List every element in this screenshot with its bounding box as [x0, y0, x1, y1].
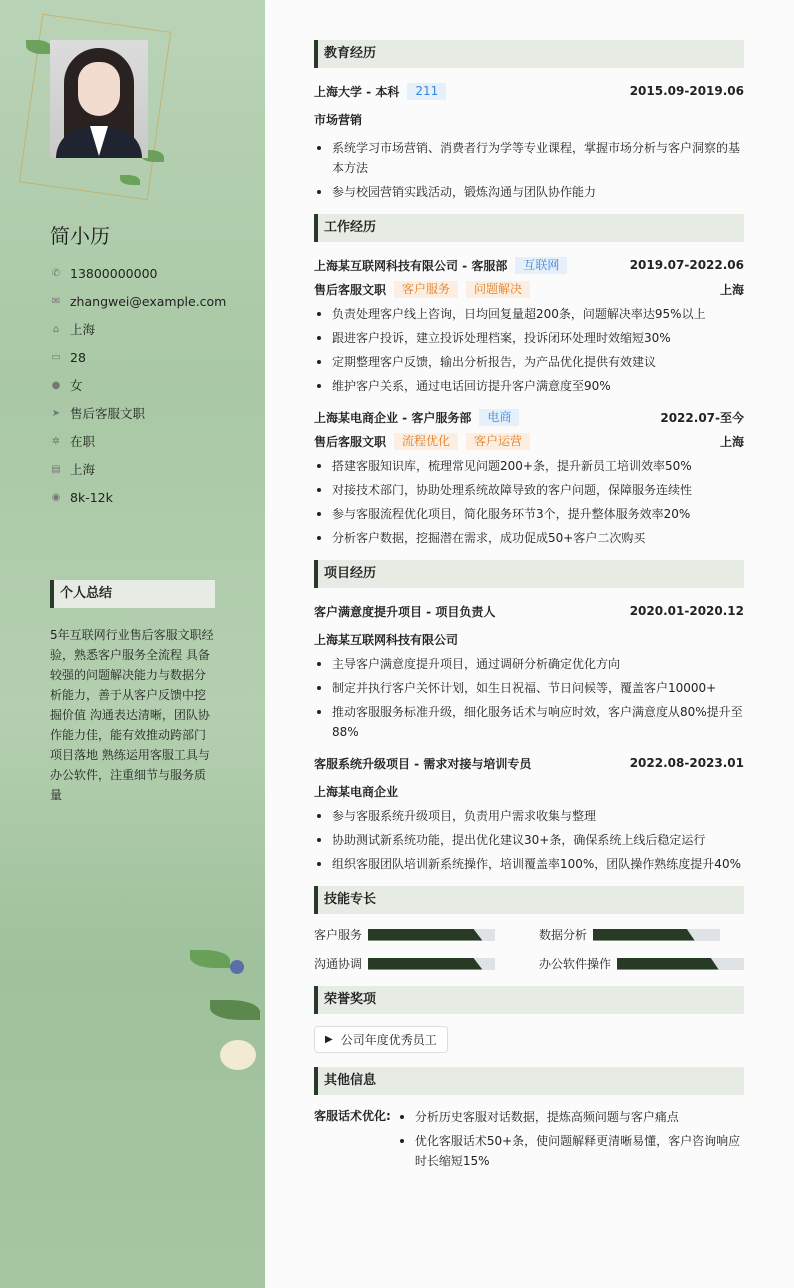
school: 上海大学 - 本科 [314, 84, 400, 99]
other-section [314, 1067, 744, 1175]
contact-text: 13800000000 [70, 265, 158, 281]
flower-decoration [180, 930, 265, 1090]
contact-text: 售后客服文职 [70, 406, 146, 421]
date: 2022.08-2023.01 [629, 756, 744, 770]
contact-info [50, 259, 226, 511]
contact-item [50, 259, 226, 287]
city-icon: ▤ [51, 463, 61, 475]
projects-section [314, 560, 744, 874]
bullet-item: 组织客服团队培训新系统操作，培训覆盖率100%，团队操作熟练度提升40% [314, 854, 744, 874]
job-header [314, 406, 744, 428]
bullet-list [314, 654, 744, 742]
company: 上海某互联网科技有限公司 - 客服部 [314, 258, 508, 273]
school-tag: 211 [407, 83, 446, 100]
bullet-item: 维护客户关系，通过电话回访提升客户满意度至90% [314, 376, 744, 396]
skill-name: 客户服务 [314, 928, 363, 942]
bullet-item: 对接技术部门，协助处理系统故障导致的客户问题，保障服务连续性 [314, 480, 744, 500]
project-header [314, 752, 744, 774]
bullet-item: 协助测试新系统功能，提出优化建议30+条，确保系统上线后稳定运行 [314, 830, 744, 850]
job-entry [314, 254, 744, 396]
organization: 上海某电商企业 [314, 784, 399, 799]
contact-item [50, 287, 226, 315]
date: 2020.01-2020.12 [629, 604, 744, 618]
skill-bar-fill [593, 929, 695, 941]
skills-section [314, 886, 744, 972]
date: 2015.09-2019.06 [629, 84, 744, 98]
avatar [50, 40, 148, 158]
project-entry [314, 600, 744, 742]
project-header [314, 600, 744, 622]
award-name: 公司年度优秀员工 [340, 1033, 437, 1047]
award-item [314, 1026, 448, 1053]
skill-bar-fill [617, 958, 719, 970]
role: 售后客服文职 [314, 282, 387, 297]
sidebar [0, 0, 265, 1288]
bullet-item: 制定并执行客户关怀计划，如生日祝福、节日问候等，覆盖客户10000+ [314, 678, 744, 698]
age-icon: ▭ [51, 351, 61, 363]
section-heading: 教育经历 [314, 40, 744, 68]
industry-tag: 互联网 [515, 257, 567, 274]
section-heading: 技能专长 [314, 886, 744, 914]
contact-item [50, 371, 226, 399]
status-icon: ✲ [51, 435, 61, 447]
bullet-item: 分析历史客服对话数据，提炼高频问题与客户痛点 [397, 1107, 744, 1127]
bullet-item: 搭建客服知识库，梳理常见问题200+条，提升新员工培训效率50% [314, 456, 744, 476]
skill-tag: 客户服务 [394, 281, 458, 298]
section-heading: 项目经历 [314, 560, 744, 588]
work-section [314, 214, 744, 548]
education-section [314, 40, 744, 202]
bullet-item: 定期整理客户反馈，输出分析报告，为产品优化提供有效建议 [314, 352, 744, 372]
skill-bar-fill [368, 929, 482, 941]
contact-text: 上海 [70, 322, 96, 337]
main-content [314, 40, 744, 1175]
leaf-decoration [26, 40, 52, 54]
bullet-item: 负责处理客户线上咨询，日均回复量超200条，问题解决率达95%以上 [314, 304, 744, 324]
section-heading: 荣誉奖项 [314, 986, 744, 1014]
company: 上海某电商企业 - 客户服务部 [314, 410, 472, 425]
job-entry [314, 406, 744, 548]
project-org [314, 780, 744, 802]
skill-item [539, 926, 744, 943]
city: 上海 [719, 282, 744, 297]
summary-text: 5年互联网行业售后客服文职经验，熟悉客户服务全流程 具备较强的问题解决能力与数据分析能力，善于从客户反馈中挖掘价值 沟通表达清晰，团队协作能力佳，能有效推动跨部门项目落地 熟练运用客服工具与办公软件，注重细节与服务质量 [50, 628, 214, 802]
job-role [314, 430, 744, 452]
skill-tag: 问题解决 [466, 281, 530, 298]
city: 上海 [719, 434, 744, 449]
contact-item [50, 343, 226, 371]
phone-icon: ✆ [51, 267, 61, 279]
skill-bar-fill [368, 958, 482, 970]
contact-item [50, 315, 226, 343]
skill-bar [368, 929, 495, 941]
skill-item [314, 955, 519, 972]
role: 售后客服文职 [314, 434, 387, 449]
contact-text: 28 [70, 349, 86, 365]
skill-name: 沟通协调 [314, 957, 363, 971]
industry-tag: 电商 [479, 409, 519, 426]
skill-bar [617, 958, 744, 970]
bullet-item: 参与校园营销实践活动，锻炼沟通与团队协作能力 [314, 182, 744, 202]
skill-item [314, 926, 519, 943]
contact-text: 上海 [70, 462, 96, 477]
major: 市场营销 [314, 112, 363, 127]
contact-item [50, 483, 226, 511]
contact-item [50, 399, 226, 427]
project-org [314, 628, 744, 650]
contact-text: 在职 [70, 434, 96, 449]
contact-text: 8k-12k [70, 489, 113, 505]
skill-bar [368, 958, 495, 970]
project-entry [314, 752, 744, 874]
caret-right-icon: ▶ [325, 1034, 333, 1045]
skill-bar [593, 929, 720, 941]
bullet-item: 跟进客户投诉，建立投诉处理档案，投诉闭环处理时效缩短30% [314, 328, 744, 348]
date: 2022.07-至今 [660, 410, 744, 425]
skill-name: 办公软件操作 [539, 957, 612, 971]
awards-section [314, 986, 744, 1067]
other-label: 客服话术优化: [314, 1109, 391, 1123]
project-name: 客户满意度提升项目 - 项目负责人 [314, 604, 496, 619]
skill-tag: 流程优化 [394, 433, 458, 450]
section-heading: 工作经历 [314, 214, 744, 242]
bullet-list [314, 456, 744, 548]
skill-item [539, 955, 744, 972]
bullet-item: 参与客服系统升级项目，负责用户需求收集与整理 [314, 806, 744, 826]
job-header [314, 254, 744, 276]
candidate-name: 简小历 [50, 224, 110, 248]
skill-name: 数据分析 [539, 928, 588, 942]
contact-item [50, 427, 226, 455]
summary-heading: 个人总结 [50, 580, 215, 608]
project-name: 客服系统升级项目 - 需求对接与培训专员 [314, 756, 532, 771]
bullet-item: 推动客服服务标准升级，细化服务话术与响应时效，客户满意度从80%提升至88% [314, 702, 744, 742]
home-icon: ⌂ [52, 323, 60, 335]
bullet-item: 主导客户满意度提升项目，通过调研分析确定优化方向 [314, 654, 744, 674]
bullet-list [314, 806, 744, 874]
bullet-item: 分析客户数据，挖掘潜在需求，成功促成50+客户二次购买 [314, 528, 744, 548]
contact-item [50, 455, 226, 483]
contact-text: zhangwei@example.com [70, 293, 227, 309]
position-icon: ➤ [51, 407, 61, 419]
bullet-item: 优化客服话术50+条，使问题解释更清晰易懂，客户咨询响应时长缩短15% [397, 1131, 744, 1171]
job-role [314, 278, 744, 300]
section-heading: 其他信息 [314, 1067, 744, 1095]
bullet-list [314, 304, 744, 396]
salary-icon: ◉ [51, 491, 61, 503]
skill-tag: 客户运营 [466, 433, 530, 450]
bullet-item: 参与客服流程优化项目，简化服务环节3个，提升整体服务效率20% [314, 504, 744, 524]
gender-icon: ● [51, 379, 61, 391]
organization: 上海某互联网科技有限公司 [314, 632, 459, 647]
contact-text: 女 [70, 378, 83, 393]
mail-icon: ✉ [51, 295, 61, 307]
bullet-item: 系统学习市场营销、消费者行为学等专业课程，掌握市场分析与客户洞察的基本方法 [314, 138, 744, 178]
date: 2019.07-2022.06 [629, 258, 744, 272]
